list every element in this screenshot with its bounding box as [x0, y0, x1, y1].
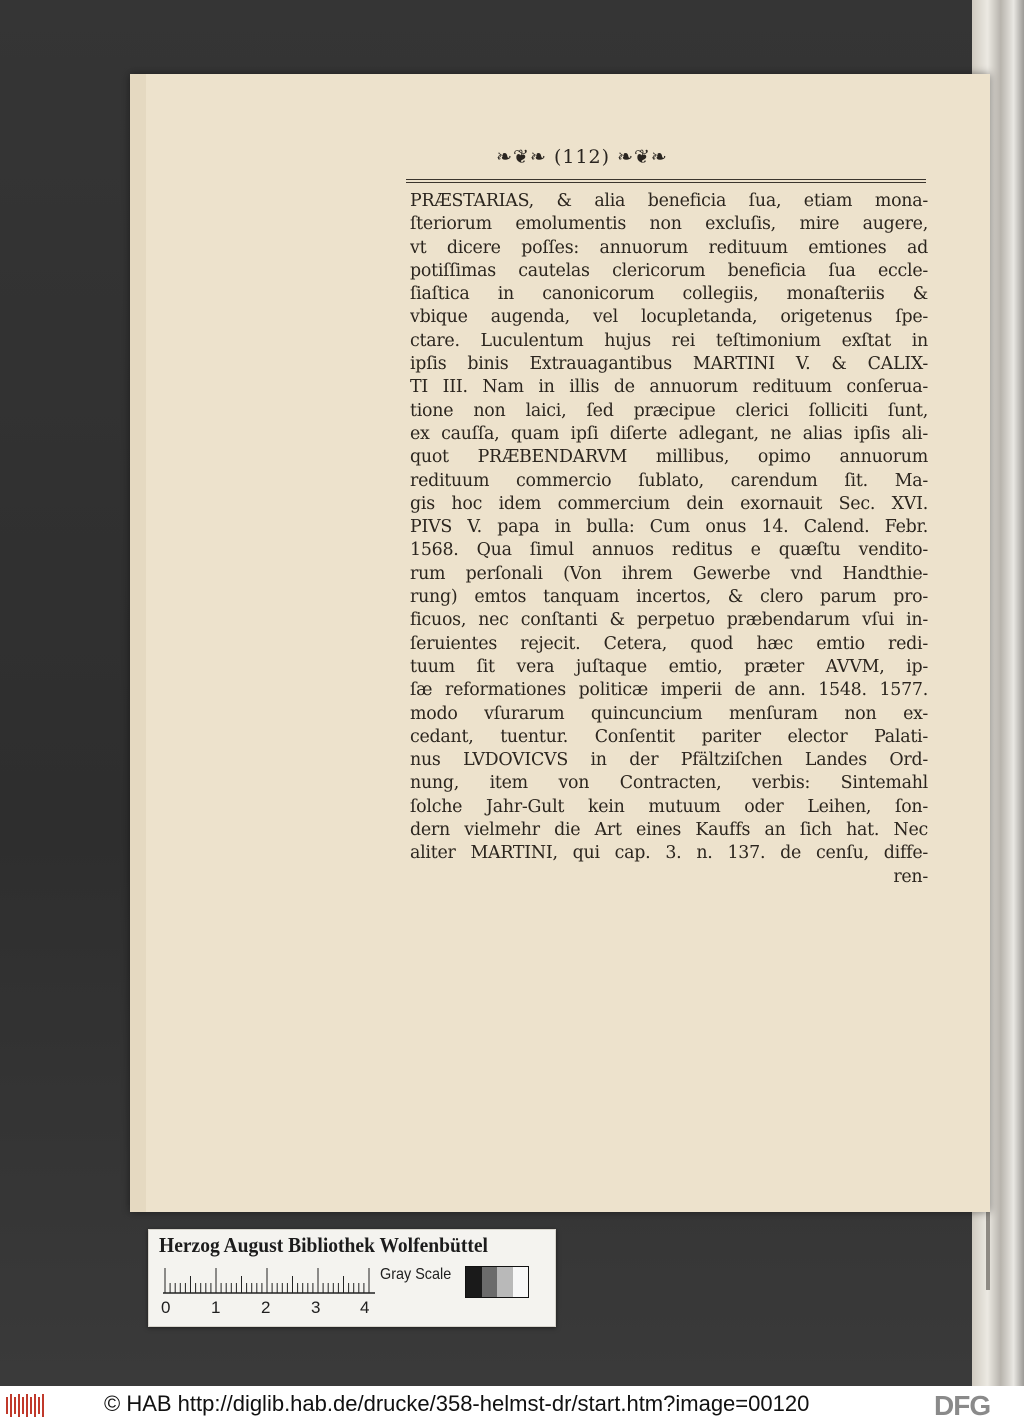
ruler-number: 1 [211, 1298, 221, 1317]
library-color-chart-label [148, 1229, 556, 1327]
page-header: ❧❦❧ (112) ❧❦❧ [496, 146, 668, 168]
ruler-number: 3 [311, 1298, 321, 1317]
text-line: nus LVDOVICVS in der Pfältziſchen Landes Ord- [410, 750, 928, 771]
text-line: tuum ſit vera juſtaque emtio, præter AVVM, ip- [410, 656, 928, 677]
text-block [410, 190, 928, 889]
text-line: tione non laici, ſed præcipue clerici ſolliciti ſunt, [410, 400, 928, 421]
text-line: redituum commercio ſublato, carendum ſit. Ma- [410, 470, 928, 491]
text-line: vt dicere poſſes: annuorum redituum emtiones ad [410, 237, 928, 258]
text-line: vbique augenda, vel locupletanda, origetenus ſpe- [410, 307, 928, 328]
gray-scale-label: Gray Scale [380, 1266, 452, 1283]
gray-swatch [497, 1267, 513, 1297]
ruler-numbers [155, 1298, 385, 1320]
ruler-scale [163, 1266, 375, 1294]
footer-bar [0, 1386, 1024, 1425]
footer-copyright-url: © HAB http://diglib.hab.de/drucke/358-helmst-dr/start.htm?image=00120 [104, 1391, 810, 1416]
text-line: ficuos, nec conſtanti & perpetuo præbendarum vſui in- [410, 610, 928, 631]
text-line: 1568. Qua ſimul annuos reditus e quæſtu vendito- [410, 540, 928, 561]
text-line: aliter MARTINI, qui cap. 3. n. 137. de cenſu, diffe- [410, 843, 928, 864]
text-line: PIVS V. papa in bulla: Cum onus 14. Calend. Febr. [410, 517, 928, 538]
text-line: nung, item von Contracten, verbis: Sintemahl [410, 773, 928, 794]
barcode-icon [6, 1393, 44, 1418]
text-line: dern vielmehr die Art eines Kauffs an ſich hat. Nec [410, 820, 928, 841]
catchword: ren- [893, 866, 928, 887]
gray-swatch [466, 1267, 482, 1297]
gray-scale-swatches [465, 1266, 529, 1298]
text-line: PRÆSTARIAS, & alia beneficia ſua, etiam mona- [410, 191, 928, 211]
text-line: ſæ reformationes politicæ imperii de ann. 1548. 1577. [410, 680, 928, 701]
text-line: ipſis binis Extrauagantibus MARTINI V. & CALIX- [410, 354, 928, 375]
gray-swatch [513, 1267, 529, 1297]
text-line: modo vſurarum quincuncium menſuram non ex- [410, 703, 928, 724]
text-line: ctare. Luculentum hujus rei teſtimonium exſtat in [410, 330, 928, 351]
text-line: potiſſimas cautelas clericorum beneficia ſua eccle- [410, 260, 928, 281]
ruler-number: 0 [161, 1298, 171, 1317]
header-rule [406, 179, 926, 183]
ruler-number: 2 [261, 1298, 271, 1317]
ruler-number: 4 [360, 1298, 370, 1317]
text-line: rung) emtos tanquam incertos, & clero parum pro- [410, 587, 928, 608]
text-line: ſiaſtica in canonicorum collegiis, monaſteriis & [410, 284, 928, 305]
text-line: ſteriorum emolumentis non excluſis, mire augere, [410, 214, 928, 235]
label-title: Herzog August Bibliothek Wolfenbüttel [159, 1233, 488, 1257]
dfg-logo: DFG [934, 1390, 991, 1421]
gray-swatch [482, 1267, 498, 1297]
text-line: ſolche Jahr-Gult kein mutuum oder Leihen, ſon- [410, 796, 928, 817]
text-line: cedant, tuentur. Conſentit pariter elector Palati- [410, 726, 928, 747]
text-line: quot PRÆBENDARVM millibus, opimo annuorum [410, 447, 928, 468]
text-line: ex cauſſa, quam ipſi diſerte adlegant, ne alias ipſis ali- [410, 423, 928, 444]
text-line: TI III. Nam in illis de annuorum redituum conſerua- [410, 377, 928, 398]
text-line: ſeruientes rejecit. Cetera, quod hæc emtio redi- [410, 633, 928, 654]
text-line: gis hoc idem commercium dein exornauit Sec. XVI. [410, 493, 928, 514]
text-line: rum perſonali (Von ihrem Gewerbe vnd Handthie- [410, 563, 928, 584]
